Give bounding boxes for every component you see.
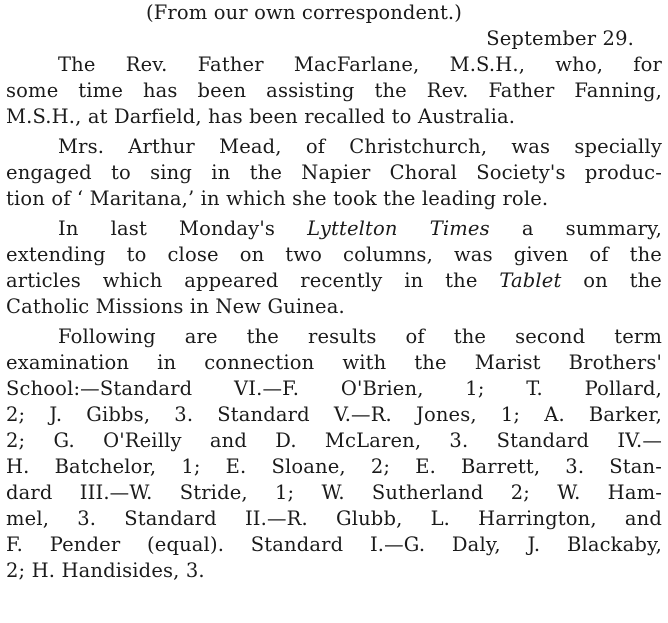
- paragraph-line: [6, 216, 662, 242]
- paragraph-line: 2; G. O'Reilly and D. McLaren, 3. Standard IV.—: [6, 429, 662, 452]
- paragraph-line: extending to close on two columns, was given of the: [6, 243, 662, 266]
- paragraph-line: examination in connection with the Marist Brothers': [6, 351, 662, 374]
- paragraph-line: Mrs. Arthur Mead, of Christchurch, was specially: [58, 135, 662, 158]
- paragraph-exam-results: [6, 324, 662, 584]
- paragraph-line: School:—Standard VI.—F. O'Brien, 1; T. Pollard,: [6, 377, 662, 400]
- paragraph-line: 2; H. Handisides, 3.: [6, 559, 205, 582]
- paragraph-line: M.S.H., at Darfield, has been recalled to Australia.: [6, 105, 516, 128]
- paragraph-line: engaged to sing in the Napier Choral Society's produc-: [6, 161, 662, 184]
- paragraph-maritana: [6, 134, 662, 212]
- text-run: In last Monday's: [58, 217, 308, 240]
- paragraph-lyttelton-times: [6, 216, 662, 320]
- paragraph-line: 2; J. Gibbs, 3. Standard V.—R. Jones, 1; A. Barker,: [6, 403, 662, 426]
- paragraph-line: some time has been assisting the Rev. Father Fanning,: [6, 79, 662, 102]
- newspaper-article: [6, 0, 662, 584]
- paragraph-line: H. Batchelor, 1; E. Sloane, 2; E. Barrett, 3. Stan-: [6, 455, 662, 478]
- correspondent-line: (From our own correspondent.): [145, 1, 463, 24]
- paragraph-line: tion of ‘ Maritana,’ in which she took the leading role.: [6, 187, 549, 210]
- paragraph-line: mel, 3. Standard II.—R. Glubb, L. Harrington, and: [6, 507, 662, 530]
- paragraph-line: dard III.—W. Stride, 1; W. Sutherland 2; W. Ham-: [6, 481, 662, 504]
- text-run: articles which appeared recently in the: [6, 269, 500, 292]
- paragraph-line: Catholic Missions in New Guinea.: [6, 295, 345, 318]
- paragraph-line: [6, 268, 662, 294]
- newspaper-title: Tablet: [499, 269, 562, 292]
- text-run: on the: [561, 269, 662, 292]
- newspaper-title: Lyttelton Times: [307, 217, 490, 240]
- paragraph-recall: [6, 52, 662, 130]
- text-run: a summary,: [489, 217, 663, 240]
- paragraph-line: Following are the results of the second term: [58, 325, 662, 348]
- paragraph-line: F. Pender (equal). Standard I.—G. Daly, J. Blackaby,: [6, 533, 662, 556]
- paragraph-line: The Rev. Father MacFarlane, M.S.H., who, for: [58, 53, 662, 76]
- dateline: September 29.: [486, 27, 634, 50]
